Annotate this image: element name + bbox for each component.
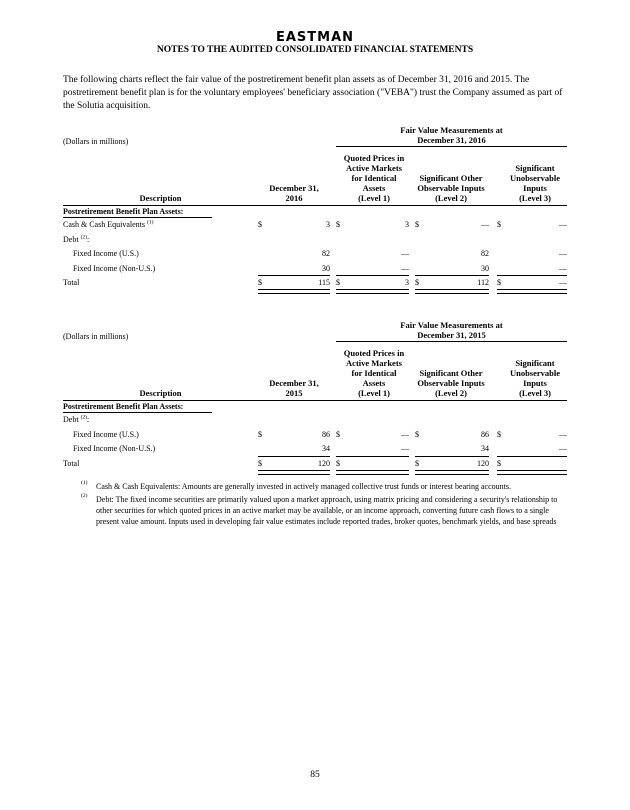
units-label: (Dollars in millions): [63, 137, 129, 146]
table-rule: [497, 470, 567, 475]
table-cell: —: [401, 429, 409, 439]
table-row-label: [73, 444, 155, 454]
table-cell: 86: [322, 429, 330, 439]
col-level1-header-line: for Identical: [351, 368, 397, 378]
table-rule: [336, 275, 409, 276]
table-rule: [497, 456, 567, 457]
col-level3-header-line: Unobservable: [509, 173, 561, 183]
table-cell: —: [559, 429, 567, 439]
col-level1-header-line: (Level 1): [358, 193, 390, 203]
table-rule: [258, 289, 330, 294]
col-level2-header-line: Significant Other: [419, 368, 483, 378]
currency-sign: $: [258, 220, 262, 229]
table-rule: [258, 456, 330, 457]
currency-sign: $: [336, 429, 340, 439]
col-date-header-line: December 31,: [269, 378, 319, 388]
total-cell: 115: [318, 278, 330, 288]
table-cell: 3: [405, 220, 409, 229]
total-cell: 120: [318, 458, 330, 468]
group-header-line: December 31, 2015: [417, 330, 486, 340]
col-description: Description: [139, 193, 182, 203]
col-level3-header-line: (Level 3): [519, 388, 551, 398]
table-cell: —: [559, 444, 567, 454]
col-level3-header: [490, 163, 580, 203]
col-level3-header-line: Inputs: [523, 378, 547, 388]
total-cell: 112: [477, 278, 489, 288]
col-level2-header-line: Observable Inputs: [417, 378, 485, 388]
table-row-label: [63, 415, 89, 425]
footnote-text: Cash & Cash Equivalents: Amounts are generally invested in actively managed collective trust funds or interest bearing accounts.: [96, 482, 511, 491]
table-rule: [336, 470, 409, 475]
table-rule: [497, 289, 567, 294]
footnote-1: [63, 481, 563, 492]
currency-sign: $: [258, 278, 262, 288]
table-row-label: [73, 264, 155, 274]
footnote-text: Debt: The fixed income securities are primarily valued upon a market approach, using matrix pricing and considering a security's relationship to other securities for which quoted prices in an active market may be available, or an income approach, converting future cash flows to a single present value amount. Inputs used in developing fair value estimates include reported trades, broker quotes, benchmark yields, and base spreads: [96, 495, 558, 526]
footnote-mark: (2): [81, 493, 88, 499]
page-heading: NOTES TO THE AUDITED CONSOLIDATED FINANCIAL STATEMENTS: [156, 45, 474, 55]
row-label: Debt: [63, 234, 79, 244]
table-cell: 34: [481, 444, 489, 454]
row-footnote-ref: (2): [80, 414, 87, 421]
row-label: Fixed Income (U.S.): [73, 249, 139, 259]
col-level1-header-line: Active Markets: [346, 163, 402, 173]
group-header-line: Fair Value Measurements at: [400, 320, 503, 330]
col-level2-header-line: (Level 2): [435, 388, 467, 398]
col-level1-header-line: Quoted Prices in: [343, 153, 405, 163]
total-label: Total: [63, 278, 80, 288]
table-cell: 34: [322, 444, 330, 454]
table-rule: [336, 146, 567, 147]
table-rule: [63, 205, 567, 206]
row-label: Debt: [63, 415, 79, 424]
table-cell: —: [401, 263, 409, 273]
row-footnote-ref: (2): [80, 233, 87, 240]
currency-sign: $: [258, 429, 262, 439]
currency-sign: $: [415, 220, 419, 229]
table-row-label: [73, 430, 139, 440]
currency-sign: $: [336, 220, 340, 229]
table-cell: —: [559, 263, 567, 273]
currency-sign: $: [258, 458, 262, 468]
col-level3-header-line: Significant: [515, 358, 555, 368]
col-level2-header: [406, 173, 496, 203]
col-description: Description: [139, 388, 182, 398]
row-label: Fixed Income (Non-U.S.): [73, 444, 156, 454]
col-level1-header-line: (Level 1): [358, 388, 390, 398]
col-level2-header-line: (Level 2): [435, 193, 467, 203]
table-rule: [336, 341, 567, 342]
table-rule: [415, 470, 489, 475]
col-level2-header-line: Significant Other: [419, 173, 483, 183]
table-cell: 30: [322, 263, 330, 273]
currency-sign: $: [497, 278, 501, 288]
table-rule: [415, 456, 489, 457]
section-label: Postretirement Benefit Plan Assets:: [63, 207, 184, 216]
row-footnote-ref: (1): [147, 219, 154, 226]
section-label: Postretirement Benefit Plan Assets:: [63, 402, 184, 411]
table-rule: [415, 289, 489, 294]
group-header-line: December 31, 2016: [417, 135, 486, 145]
col-date-header-line: December 31,: [269, 183, 319, 193]
row-label: Cash & Cash Equivalents: [63, 220, 145, 229]
table-row-label: [63, 235, 89, 245]
table-rule: [336, 289, 409, 294]
table-rule: [336, 456, 409, 457]
col-level1-header-line: Active Markets: [346, 358, 402, 368]
footnotes: [63, 481, 563, 527]
col-level1-header-line: Assets: [362, 378, 386, 388]
total-cell: —: [559, 278, 567, 288]
table-cell: 82: [322, 249, 330, 259]
currency-sign: $: [415, 429, 419, 439]
table-cell: —: [401, 249, 409, 259]
table-cell: 30: [481, 263, 489, 273]
table-rule: [415, 275, 489, 276]
col-level2-header-line: Observable Inputs: [417, 183, 485, 193]
table-rule: [63, 412, 212, 413]
table-cell: 3: [326, 220, 330, 229]
col-level1-header-line: Assets: [362, 183, 386, 193]
col-date-header-line: 2015: [285, 388, 303, 398]
units-label: (Dollars in millions): [63, 332, 129, 341]
table-rule: [63, 217, 212, 218]
col-level2-header: [406, 368, 496, 398]
footnote-2: [63, 494, 563, 527]
currency-sign: $: [415, 458, 419, 468]
currency-sign: $: [497, 220, 501, 229]
col-level1-header-line: Quoted Prices in: [343, 348, 405, 358]
col-date-header: [249, 183, 339, 203]
row-label-suffix: :: [86, 415, 90, 424]
table-row-label: [73, 249, 139, 259]
currency-sign: $: [497, 458, 501, 468]
currency-sign: $: [415, 278, 419, 288]
table-rule: [63, 400, 567, 401]
table-cell: —: [481, 220, 489, 229]
col-level3-header: [490, 358, 580, 398]
currency-sign: $: [336, 458, 340, 468]
row-label-suffix: :: [86, 234, 90, 244]
row-label: Fixed Income (U.S.): [73, 429, 139, 439]
col-level3-header-line: Significant: [515, 163, 555, 173]
col-level3-header-line: (Level 3): [519, 193, 551, 203]
footnote-mark: (1): [81, 480, 88, 486]
table-cell: —: [401, 444, 409, 454]
currency-sign: $: [497, 429, 501, 439]
currency-sign: $: [336, 278, 340, 288]
table-cell: —: [559, 220, 567, 229]
total-label: Total: [63, 458, 80, 468]
page-number: 85: [310, 770, 320, 780]
table-cell: 86: [481, 429, 489, 439]
col-level1-header-line: for Identical: [351, 173, 397, 183]
col-date-header-line: 2016: [285, 193, 303, 203]
col-level3-header-line: Unobservable: [509, 368, 561, 378]
total-cell: 120: [477, 458, 489, 468]
col-date-header: [249, 378, 339, 398]
col-level3-header-line: Inputs: [523, 183, 547, 193]
table-rule: [258, 275, 330, 276]
table-rule: [258, 470, 330, 475]
table-cell: 82: [481, 249, 489, 259]
intro-paragraph: The following charts reflect the fair value of the postretirement benefit plan assets as of December 31, 2016 and 2015. The postretirement benefit plan is for the voluntary employees' beneficiary association ("VEBA") trust the Company assumed as part of the Solutia acquisition.: [63, 75, 563, 111]
table-row-label: [63, 220, 153, 230]
row-label: Fixed Income (Non-U.S.): [73, 263, 156, 273]
group-header-line: Fair Value Measurements at: [400, 125, 503, 135]
company-logo: EASTMAN: [275, 30, 355, 45]
table-cell: —: [559, 249, 567, 259]
table-rule: [497, 275, 567, 276]
total-cell: 3: [405, 278, 409, 288]
